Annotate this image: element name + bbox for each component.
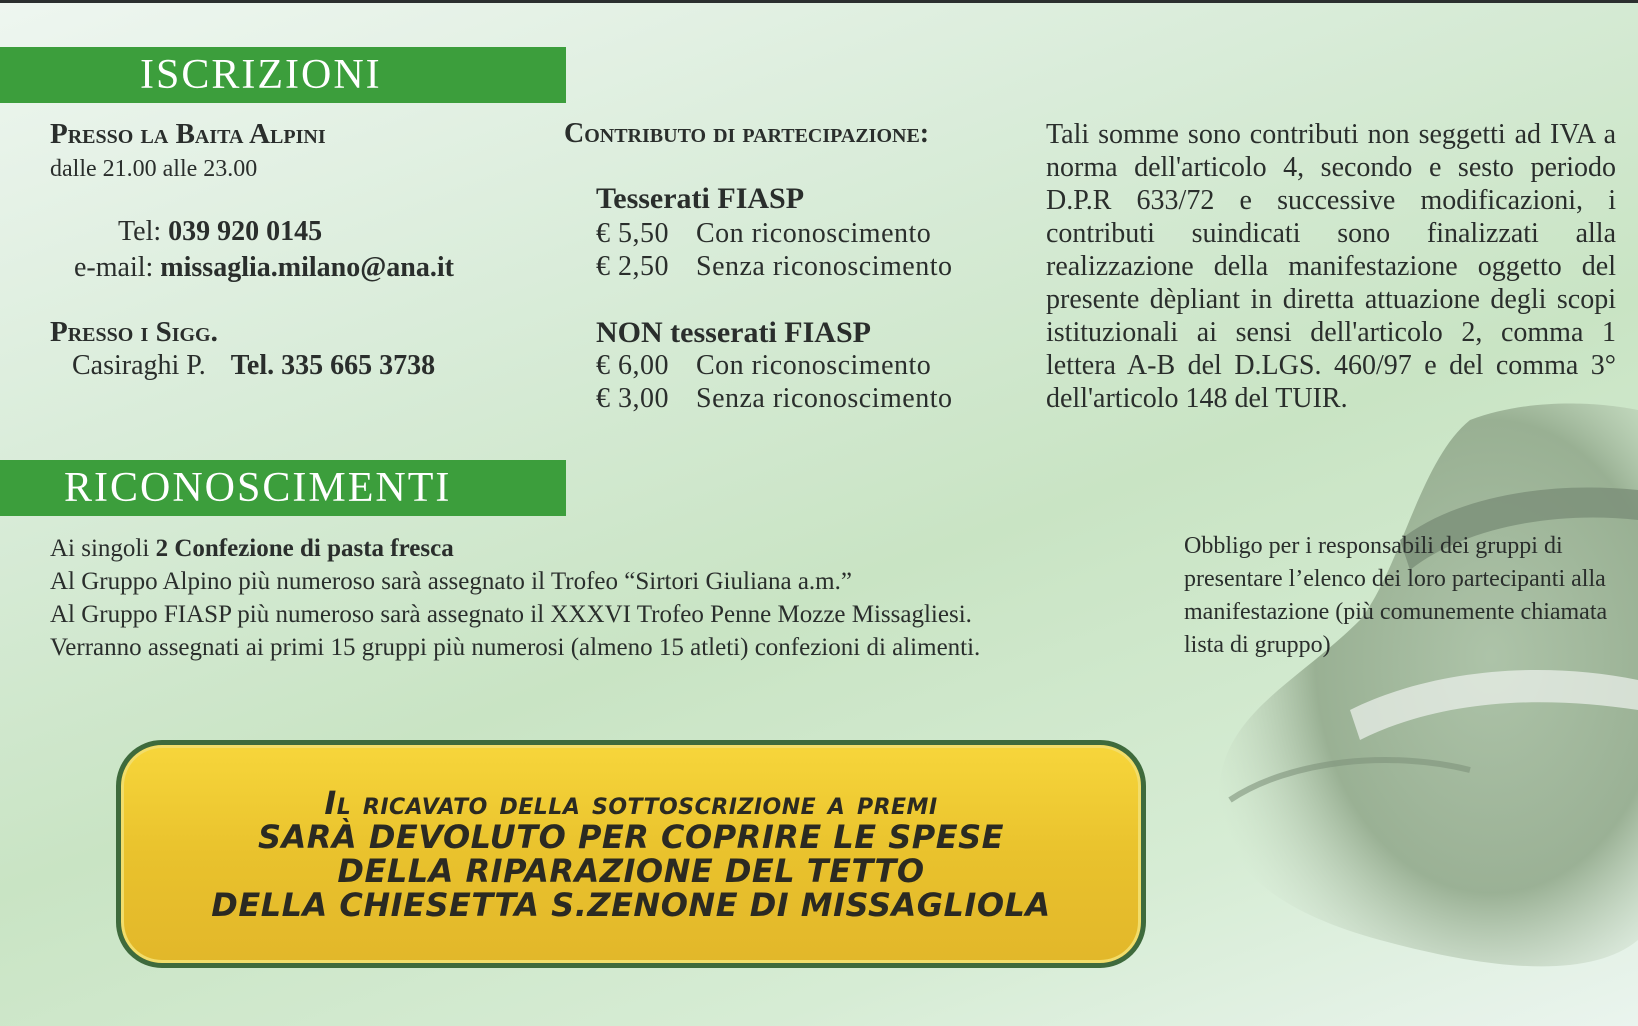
fee-amount: € 2,50	[596, 251, 669, 282]
fee-amount: € 5,50	[596, 218, 669, 249]
contributo-title: Contributo di partecipazione:	[564, 118, 930, 149]
alpine-hat-illustration	[1210, 380, 1638, 980]
ricon-line-2: Al Gruppo Alpino più numeroso sarà assegnato il Trofeo “Sirtori Giuliana a.m.”	[50, 568, 852, 595]
ricon-line-4: Verranno assegnati ai primi 15 gruppi più numerosi (almeno 15 atleti) confezioni di alimenti.	[50, 634, 981, 661]
obbligo-text: Obbligo per i responsabili dei gruppi di presentare l’elenco dei loro partecipanti alla manifestazione (più comunemente chiamata lista di gruppo)	[1184, 533, 1608, 658]
sigg-tel: Tel. 335 665 3738	[230, 350, 436, 381]
sigg-title: Presso i Sigg.	[50, 316, 218, 348]
legal-text: Tali somme sono contributi non seggetti ad IVA a norma dell'articolo 4, secondo e sesto periodo D.P.R 633/72 e successive modificazioni, i contributi suindicati sono finalizzati alla realizzazione della manifestazione oggetto del presente dèpliant in diretta attuazione degli scopi istituzionali ai sensi dell'articolo 2, comma 1 lettera A-B del D.LGS. 460/97 e del comma 3° dell'articolo 148 del TUIR.	[1046, 119, 1616, 414]
ricon-line-1	[50, 532, 980, 565]
ricon-line-3: Al Gruppo FIASP più numeroso sarà assegnato il XXXVI Trofeo Penne Mozze Missagliesi.	[50, 601, 972, 628]
ricon-line-1-bold: 2 Confezione di pasta fresca	[155, 535, 454, 562]
ricavato-notice-box	[116, 740, 1146, 968]
fee-row	[596, 218, 931, 250]
riconoscimenti-list	[50, 532, 980, 664]
tel-value: 039 920 0145	[168, 216, 323, 247]
tesserati-heading: Tesserati FIASP	[596, 182, 805, 215]
top-rule	[0, 0, 1638, 3]
non-tesserati-heading: NON tesserati FIASP	[596, 316, 871, 349]
fee-row	[596, 251, 952, 283]
notice-line-2: SARÀ DEVOLUTO PER COPRIRE LE SPESE	[257, 818, 1005, 856]
fee-label: Con riconoscimento	[696, 350, 932, 381]
fee-amount: € 3,00	[596, 383, 669, 414]
baita-title: Presso la Baita Alpini	[50, 118, 326, 150]
iscrizioni-banner: ISCRIZIONI	[0, 47, 566, 103]
notice-line-1: Il ricavato della sottoscrizione a premi	[324, 784, 938, 822]
tel-label: Tel:	[118, 216, 169, 247]
fee-amount: € 6,00	[596, 350, 669, 381]
notice-line-4: DELLA CHIESETTA S.ZENONE DI MISSAGLIOLA	[211, 886, 1051, 924]
riconoscimenti-banner: RICONOSCIMENTI	[0, 460, 566, 516]
sigg-name: Casiraghi P.	[72, 350, 206, 381]
baita-tel	[118, 216, 322, 248]
email-value: missaglia.milano@ana.it	[160, 252, 454, 283]
fee-row	[596, 383, 952, 415]
fee-label: Con riconoscimento	[696, 218, 932, 249]
legal-note	[1046, 118, 1616, 415]
fee-label: Senza riconoscimento	[696, 251, 953, 282]
fee-row	[596, 350, 931, 382]
baita-hours: dalle 21.00 alle 23.00	[50, 156, 258, 182]
baita-email	[74, 252, 454, 284]
notice-line-3: DELLA RIPARAZIONE DEL TETTO	[337, 852, 925, 890]
ricon-line-1-prefix: Ai singoli	[50, 535, 156, 562]
obbligo-note	[1184, 530, 1614, 662]
notice-text	[211, 786, 1050, 922]
email-label: e-mail:	[74, 252, 161, 283]
sigg-contact	[72, 350, 435, 382]
fee-label: Senza riconoscimento	[696, 383, 953, 414]
